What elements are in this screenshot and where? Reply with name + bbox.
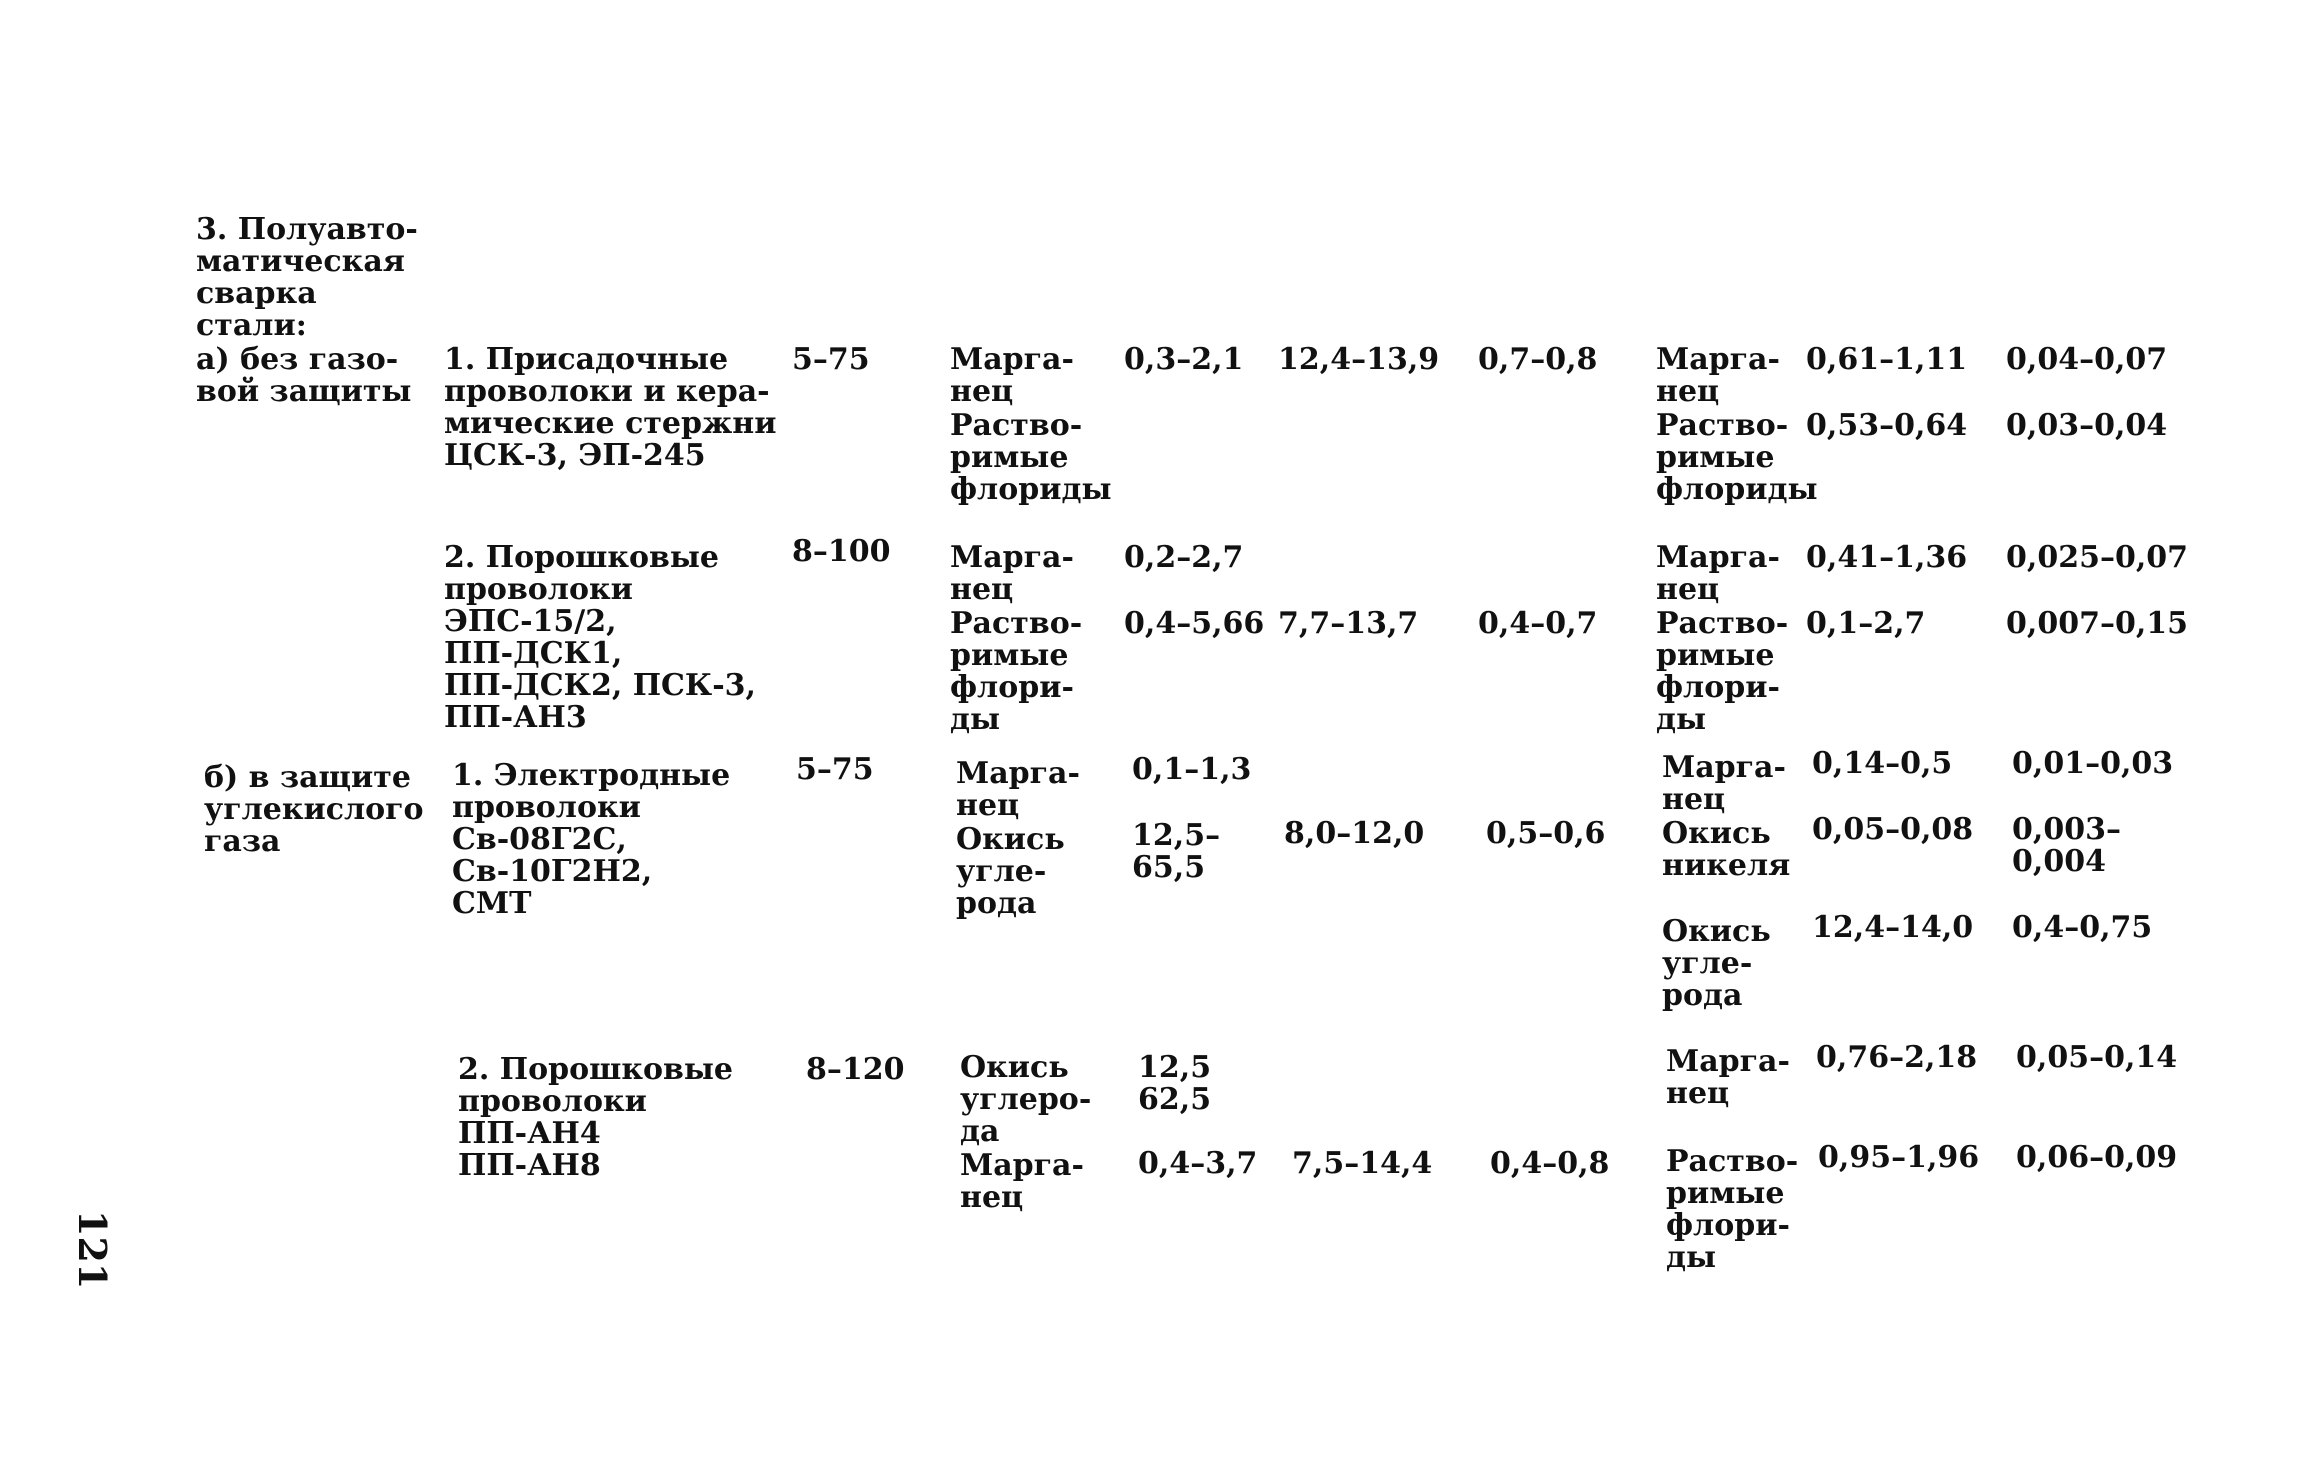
section-heading: 3. Полуавто- матическая сварка стали:	[196, 212, 418, 343]
value-cell: 0,53–0,64	[1806, 408, 1968, 443]
value-cell: 0,007–0,15	[2006, 606, 2189, 641]
value-cell: 0,76–2,18	[1816, 1040, 1978, 1075]
material-cell: 2. Порошковые проволоки ЭПС-15/2, ПП-ДСК1, ПП-ДСК2, ПСК-3, ПП-АН3	[444, 540, 756, 735]
value-cell: 0,01–0,03	[2012, 746, 2174, 781]
range-cell: 8–100	[792, 534, 891, 569]
value-cell: 0,05–0,14	[2016, 1040, 2178, 1075]
substance-cell: Марга- нец	[950, 540, 1074, 607]
page-number: 121	[70, 1210, 115, 1290]
range-cell: 5–75	[796, 752, 874, 787]
value-cell: 0,4–5,66	[1124, 606, 1265, 641]
value-cell: 12,4–13,9	[1278, 342, 1440, 377]
substance-cell: Марга- нец	[1662, 750, 1786, 817]
substance-cell: Марга- нец	[1656, 342, 1780, 409]
material-cell: 1. Присадочные проволоки и кера- мические стержни ЦСК-3, ЭП-245	[444, 342, 777, 473]
substance-cell: Марга- нец	[1666, 1044, 1790, 1111]
value-cell: 8,0–12,0	[1284, 816, 1425, 851]
value-cell: 0,025–0,07	[2006, 540, 2189, 575]
substance-cell: Раство- римые флори- ды	[1666, 1144, 1799, 1275]
value-cell: 0,4–0,75	[2012, 910, 2153, 945]
value-cell: 0,61–1,11	[1806, 342, 1968, 377]
value-cell: 12,5– 65,5	[1132, 818, 1221, 885]
process-no-gas-protection: а) без газо- вой защиты	[196, 342, 412, 409]
range-cell: 5–75	[792, 342, 870, 377]
value-cell: 0,3–2,1	[1124, 342, 1244, 377]
value-cell: 12,4–14,0	[1812, 910, 1974, 945]
material-cell: 1. Электродные проволоки Св-08Г2С, Св-10Г2Н2, СМТ	[452, 758, 731, 921]
value-cell: 0,7–0,8	[1478, 342, 1598, 377]
value-cell: 0,4–0,7	[1478, 606, 1598, 641]
substance-cell: Марга- нец	[950, 342, 1074, 409]
material-cell: 2. Порошковые проволоки ПП-АН4 ПП-АН8	[458, 1052, 734, 1183]
substance-cell: Окись угле- рода	[1662, 914, 1771, 1013]
value-cell: 0,4–0,8	[1490, 1146, 1610, 1181]
substance-cell: Раство- римые флори- ды	[950, 606, 1083, 737]
value-cell: 12,5 62,5	[1138, 1050, 1212, 1117]
value-cell: 0,1–2,7	[1806, 606, 1926, 641]
range-cell: 8–120	[806, 1052, 905, 1087]
value-cell: 7,5–14,4	[1292, 1146, 1433, 1181]
value-cell: 0,06–0,09	[2016, 1140, 2178, 1175]
substance-cell: Окись никеля	[1662, 816, 1791, 883]
substance-cell: Окись угле- рода	[956, 822, 1065, 921]
value-cell: 0,95–1,96	[1818, 1140, 1980, 1175]
substance-cell: Раство- римые флориды	[1656, 408, 1818, 507]
value-cell: 0,41–1,36	[1806, 540, 1968, 575]
process-co2-protection: б) в защите углекислого газа	[204, 760, 424, 859]
value-cell: 0,1–1,3	[1132, 752, 1252, 787]
substance-cell: Раство- римые флори- ды	[1656, 606, 1789, 737]
substance-cell: Окись углеро- да	[960, 1050, 1092, 1149]
value-cell: 0,05–0,08	[1812, 812, 1974, 847]
substance-cell: Марга- нец	[960, 1148, 1084, 1215]
value-cell: 0,4–3,7	[1138, 1146, 1258, 1181]
substance-cell: Марга- нец	[956, 756, 1080, 823]
value-cell: 0,2–2,7	[1124, 540, 1244, 575]
substance-cell: Раство- римые флориды	[950, 408, 1112, 507]
substance-cell: Марга- нец	[1656, 540, 1780, 607]
value-cell: 0,04–0,07	[2006, 342, 2168, 377]
value-cell: 7,7–13,7	[1278, 606, 1419, 641]
value-cell: 0,14–0,5	[1812, 746, 1953, 781]
value-cell: 0,5–0,6	[1486, 816, 1606, 851]
value-cell: 0,003– 0,004	[2012, 812, 2121, 879]
value-cell: 0,03–0,04	[2006, 408, 2168, 443]
